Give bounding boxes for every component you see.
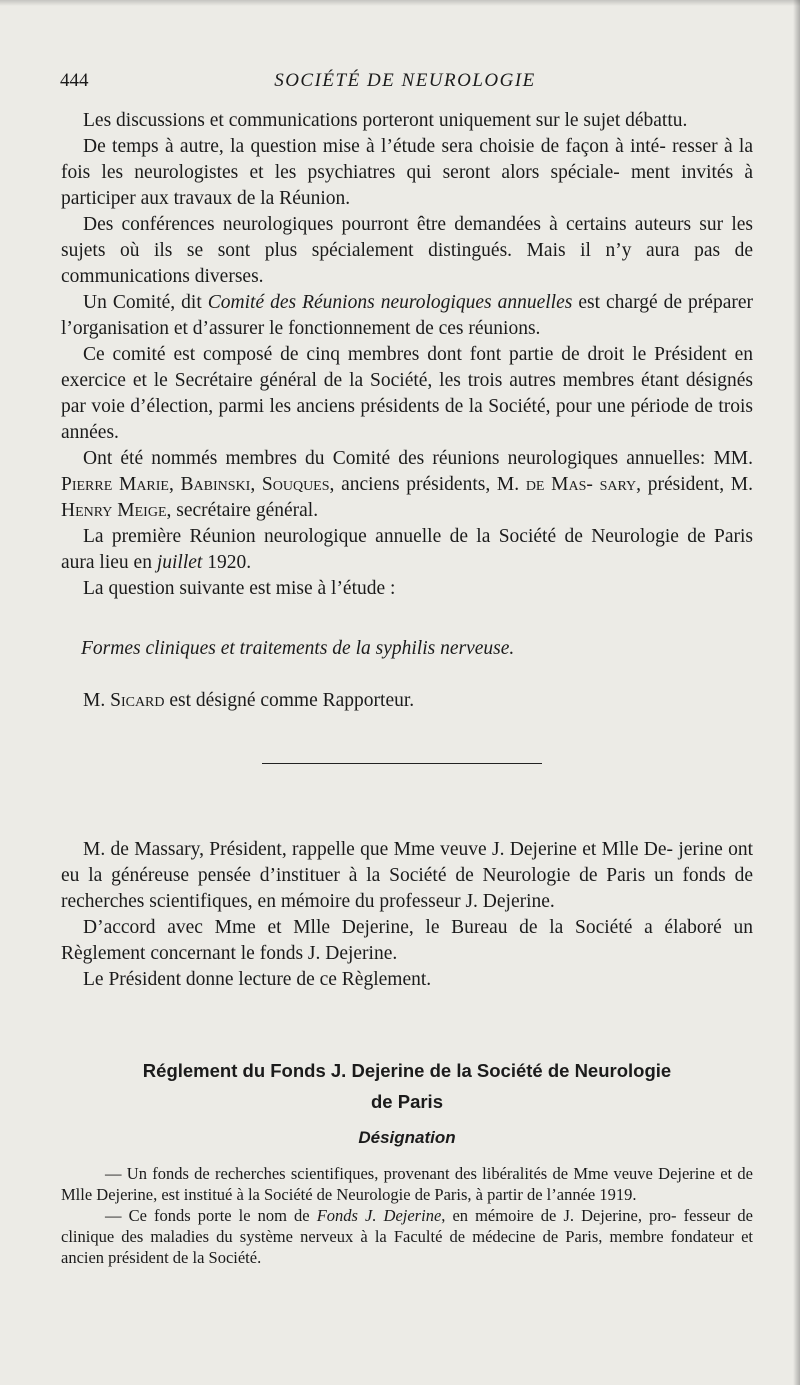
fonds-name: Fonds J. Dejerine	[316, 1206, 442, 1225]
members-text-b: , anciens présidents, M.	[329, 474, 526, 495]
reglement-title-line2: de Paris	[371, 1091, 443, 1112]
rapporteur-name: Sicard	[110, 690, 165, 711]
reglement-title-line1: Réglement du Fonds J. Dejerine de la Société de Neurologie	[142, 1060, 672, 1081]
comite-name: Comité des Réunions neurologiques annuelles	[207, 292, 573, 313]
comite-text-a: Un Comité, dit	[83, 292, 208, 313]
paragraph-lecture: Le Président donne lecture de ce Règlement.	[83, 969, 432, 990]
paragraph-comite	[61, 290, 753, 342]
paragraph-question-intro: La question suivante est mise à l’étude :	[83, 578, 396, 599]
designation-heading: Désignation	[358, 1128, 456, 1147]
paragraph-fonds-nom	[61, 1205, 753, 1268]
question-title: Formes cliniques et traitements de la syphilis nerveuse.	[81, 638, 515, 659]
paragraph-discussions: Les discussions et communications porteront uniquement sur le sujet débattu.	[83, 110, 688, 131]
members-text-c: , président, M.	[636, 474, 753, 495]
paragraph-rapporteur	[61, 688, 753, 714]
paragraph-question-choice: De temps à autre, la question mise à l’étude sera choisie de façon à inté- resser à la fois les neurologistes et les psychiatres qui seront alors spéciale- ment invités à participer aux travaux de la Réunion.	[61, 136, 753, 209]
paragraph-massary: M. de Massary, Président, rappelle que Mme veuve J. Dejerine et Mlle De- jerine ont eu la généreuse pensée d’instituer à la Société de Neurologie de Paris un fonds de recherches scientifiques, en mémoire du professeur J. Dejerine.	[61, 839, 753, 912]
fonds-section	[61, 837, 753, 993]
question-block	[61, 636, 753, 662]
members-names: Pierre Marie, Babinski, Souques	[61, 474, 330, 495]
scan-top-shadow	[0, 0, 800, 6]
section-divider	[262, 763, 542, 764]
rapporteur-block	[61, 688, 753, 714]
paragraph-conferences: Des conférences neurologiques pourront être demandées à certains auteurs sur les sujets où ils se sont plus spécialement distingués. Mais il n’y aura pas de communications diverses.	[61, 214, 753, 287]
running-head	[60, 70, 750, 96]
president-name: de Mas- sary	[525, 474, 637, 495]
comite-text-b: est chargé de préparer l’organisation et d’assurer le fonctionnement de ces réunions.	[61, 292, 753, 339]
members-text-d: , secrétaire général.	[166, 500, 319, 521]
reglement-title	[61, 1055, 753, 1117]
journal-title: SOCIÉTÉ DE NEUROLOGIE	[274, 70, 536, 91]
paragraph-first-reunion	[61, 524, 753, 576]
scan-edge-shadow	[793, 0, 800, 1385]
members-text-a: Ont été nommés membres du Comité des réunions neurologiques annuelles: MM.	[83, 448, 753, 469]
paragraph-fonds-institue: — Un fonds de recherches scientifiques, provenant des libéralités de Mme veuve Dejerine et de Mlle Dejerine, est institué à la Société de Neurologie de Paris, à partir de l’année 1919.	[61, 1164, 753, 1204]
page-number: 444	[60, 70, 89, 91]
secretary-name: Henry Meige	[61, 500, 167, 521]
fonds-nom-text-a: — Ce fonds porte le nom de	[105, 1206, 317, 1225]
paragraph-accord: D’accord avec Mme et Mlle Dejerine, le Bureau de la Société a élaboré un Règlement concernant le fonds J. Dejerine.	[61, 917, 753, 964]
rapporteur-text-a: M.	[83, 690, 111, 711]
paragraph-members	[61, 446, 753, 524]
reglement-section	[61, 1163, 753, 1268]
paragraph-composition: Ce comité est composé de cinq membres dont font partie de droit le Président en exercice et le Secrétaire général de la Société, les trois autres membres étant désignés par voie d’élection, parmi les anciens présidents de la Société, pour une période de trois années.	[61, 344, 753, 443]
fonds-nom-text-b: , en mémoire de J. Dejerine, pro- fesseur de clinique des maladies du système nerveux à la Faculté de médecine de Paris, membre fondateur et ancien président de la Société.	[61, 1206, 753, 1267]
first-reunion-text-a: La première Réunion neurologique annuelle de la Société de Neurologie de Paris aura lieu en	[61, 526, 753, 573]
rapporteur-text-b: est désigné comme Rapporteur.	[164, 690, 415, 711]
first-reunion-text-b: 1920.	[202, 552, 252, 573]
first-reunion-month: juillet	[156, 552, 203, 573]
reunion-section	[61, 108, 753, 602]
